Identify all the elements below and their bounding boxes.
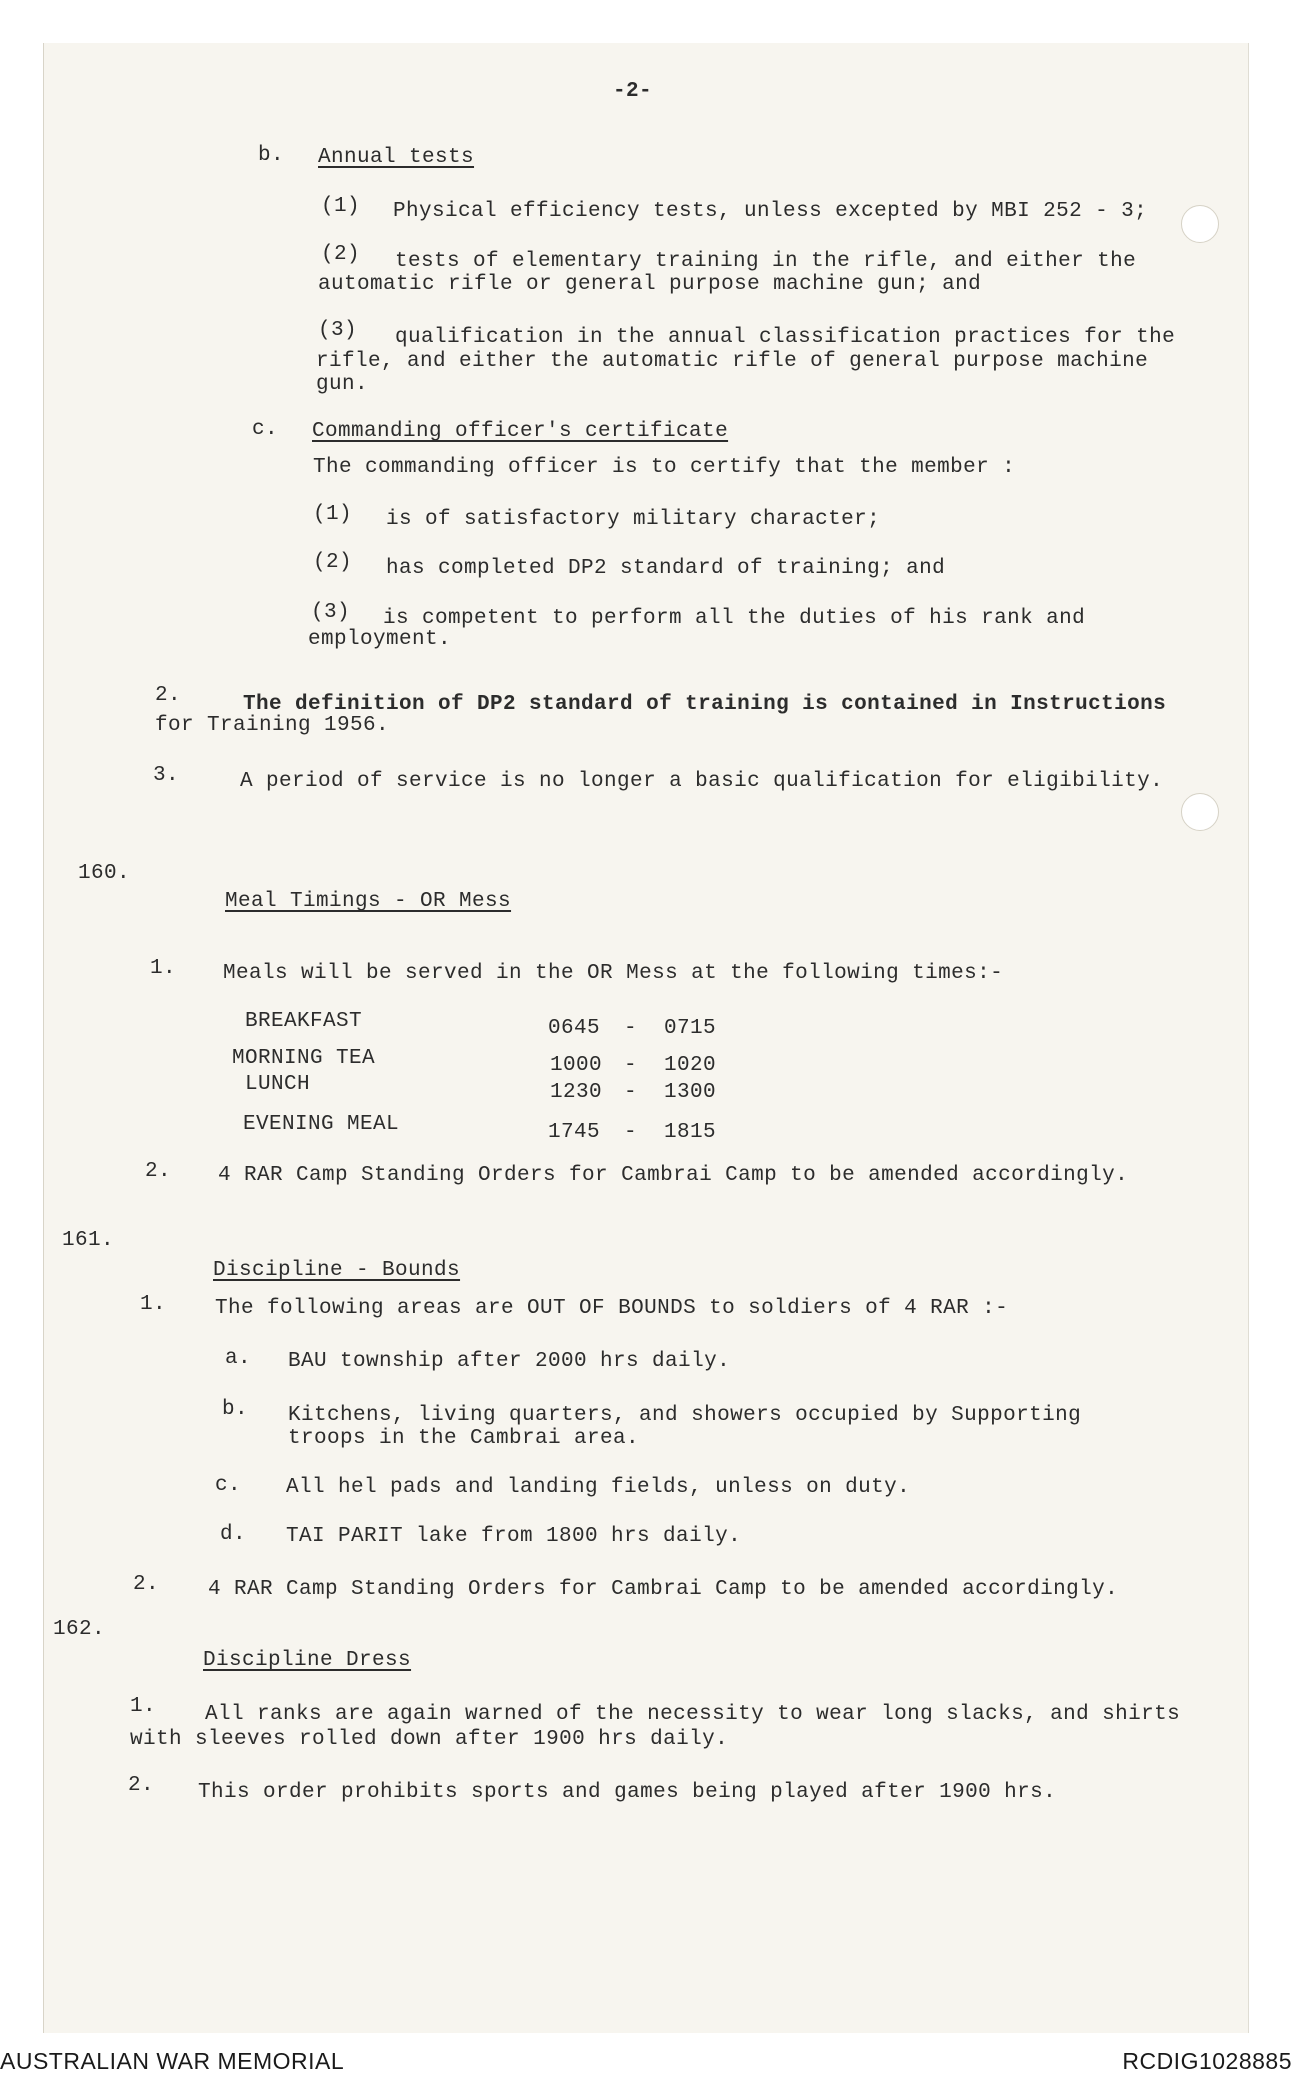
item-number: (3) [311,601,351,624]
item-text: employment. [308,628,452,651]
paragraph-text: 4 RAR Camp Standing Orders for Cambrai Camp to be amended accordingly. [218,1164,1129,1187]
list-marker: c. [215,1474,242,1497]
paragraph-text: This order prohibits sports and games being played after 1900 hrs. [198,1781,1057,1804]
meal-name: EVENING MEAL [243,1113,400,1136]
item-text: tests of elementary training in the rifle, and either the [395,250,1137,273]
item-number: (2) [321,243,361,266]
meal-name: MORNING TEA [232,1047,376,1070]
paragraph-text: The definition of DP2 standard of training is contained in Instructions [243,693,1167,716]
item-text: is competent to perform all the duties of his rank and [383,607,1086,630]
page-number: -2- [613,80,653,103]
meal-start: 1000 [550,1054,603,1077]
punch-hole [1181,205,1219,243]
paragraph-text: All ranks are again warned of the necessity to wear long slacks, and shirts [205,1703,1181,1726]
punch-hole [1181,793,1219,831]
section-heading: Commanding officer's certificate [312,420,729,443]
meal-end: 1020 [664,1054,717,1077]
paragraph-number: 1. [130,1695,157,1718]
order-number: 162. [53,1618,106,1641]
item-number: (1) [321,195,361,218]
paragraph-number: 2. [145,1160,172,1183]
meal-separator: - [624,1017,638,1040]
list-marker: b. [222,1398,249,1421]
paragraph-text: for Training 1956. [155,714,390,737]
order-number: 160. [78,862,131,885]
meal-end: 0715 [664,1017,717,1040]
list-item-text: Kitchens, living quarters, and showers occupied by Supporting [288,1404,1082,1427]
section-heading: Annual tests [318,146,475,169]
order-title: Meal Timings - OR Mess [225,890,512,913]
meal-name: BREAKFAST [245,1010,363,1033]
paragraph-number: 2. [128,1774,155,1797]
order-title: Discipline Dress [203,1649,412,1672]
paragraph-text: with sleeves rolled down after 1900 hrs daily. [130,1728,729,1751]
paragraph-text: Meals will be served in the OR Mess at the following times:- [223,962,1004,985]
meal-name: LUNCH [245,1073,311,1096]
section-marker: c. [252,418,279,441]
paragraph-number: 1. [150,957,177,980]
section-marker: b. [258,144,285,167]
paragraph-number: 1. [140,1293,167,1316]
meal-end: 1815 [664,1121,717,1144]
item-text: gun. [316,373,369,396]
item-text: Physical efficiency tests, unless excepted by MBI 252 - 3; [393,200,1148,223]
footer-source: AUSTRALIAN WAR MEMORIAL [0,2048,345,2074]
paragraph-text: 4 RAR Camp Standing Orders for Cambrai Camp to be amended accordingly. [208,1578,1119,1601]
item-text: is of satisfactory military character; [386,508,881,531]
list-item-text: troops in the Cambrai area. [288,1427,640,1450]
meal-end: 1300 [664,1081,717,1104]
order-number: 161. [62,1229,115,1252]
list-item-text: All hel pads and landing fields, unless on duty. [286,1476,911,1499]
paragraph-text: The following areas are OUT OF BOUNDS to soldiers of 4 RAR :- [215,1297,1009,1320]
paragraph-number: 2. [155,684,182,707]
list-marker: a. [225,1347,252,1370]
list-item-text: TAI PARIT lake from 1800 hrs daily. [286,1525,742,1548]
list-item-text: BAU township after 2000 hrs daily. [288,1350,731,1373]
item-number: (1) [313,503,353,526]
item-number: (3) [318,319,358,342]
item-text: has completed DP2 standard of training; and [386,557,946,580]
item-number: (2) [313,551,353,574]
meal-start: 1230 [550,1081,603,1104]
section-intro: The commanding officer is to certify that the member : [313,456,1016,479]
meal-separator: - [624,1054,638,1077]
meal-separator: - [624,1121,638,1144]
item-text: automatic rifle or general purpose machine gun; and [318,273,982,296]
paragraph-number: 2. [133,1573,160,1596]
meal-separator: - [624,1081,638,1104]
item-text: rifle, and either the automatic rifle of general purpose machine [316,350,1149,373]
meal-start: 1745 [548,1121,601,1144]
paragraph-number: 3. [153,764,180,787]
list-marker: d. [220,1523,247,1546]
order-title: Discipline - Bounds [213,1259,461,1282]
item-text: qualification in the annual classification practices for the [395,326,1176,349]
meal-start: 0645 [548,1017,601,1040]
paragraph-text: A period of service is no longer a basic qualification for eligibility. [240,770,1164,793]
footer-reference: RCDIG1028885 [1122,2048,1292,2074]
